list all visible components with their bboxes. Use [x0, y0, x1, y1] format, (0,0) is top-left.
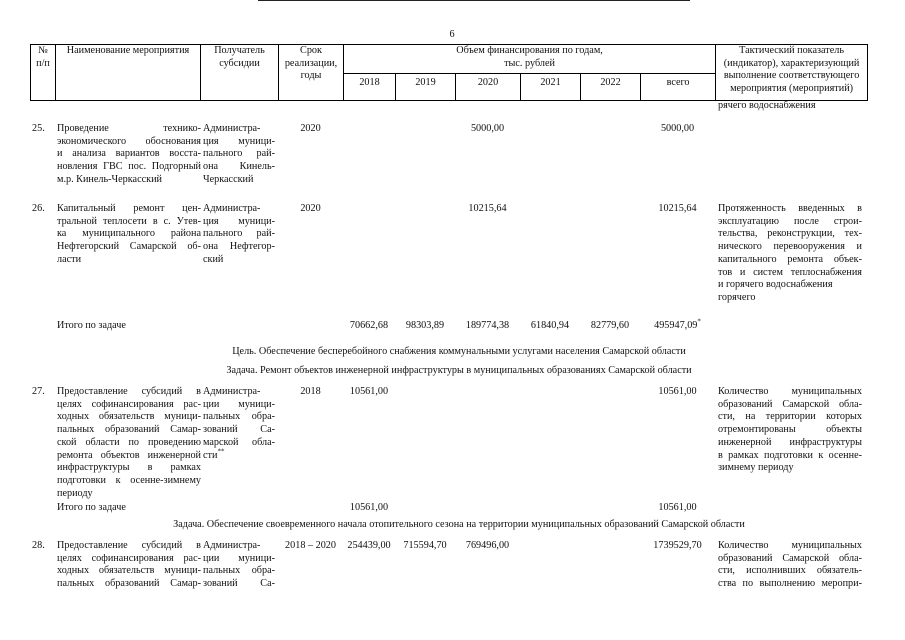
tactical-indicator [718, 386, 862, 475]
funding-2020: 5000,00 [470, 123, 505, 134]
text-line: пальных образований Самар- [57, 424, 201, 436]
text-line: Наименование мероприятия [66, 45, 190, 56]
funding-total: 10561,00 [658, 502, 697, 513]
text-line: отремонтированы объекты [718, 424, 862, 436]
text-line: пального рай- [203, 228, 275, 240]
text-line: Количество муниципальных [718, 386, 862, 397]
text-line: Администра- [203, 203, 261, 214]
text-line: сти, исполнивших обязатель- [718, 565, 862, 577]
text-line: тральной теплосети в с. Утев- [57, 215, 201, 227]
text-line: инженерной инфраструктуры [718, 436, 862, 448]
implementation-term: 2020 [300, 203, 321, 214]
top-rule [258, 0, 690, 1]
measure-name [57, 123, 201, 187]
funding-total: 1739529,70 [653, 540, 702, 551]
header-term [279, 45, 344, 101]
row-number: 27. [32, 386, 45, 397]
text-line: она Нефтегор- [203, 241, 275, 253]
text-line: м.р. Кинель-Черкасский [57, 173, 162, 185]
measure-name [57, 386, 201, 500]
text-line: образований Самарской обла- [718, 398, 862, 410]
text-line: нического перевооружения и [718, 241, 862, 253]
text-line: она Кинель- [203, 161, 275, 173]
row-number: 28. [32, 540, 45, 551]
text-line: Администра- [203, 123, 261, 134]
funding-2018: 10561,00 [349, 386, 389, 397]
text-line: ция муници- [203, 215, 275, 227]
text-line: ходных обязательств муници- [57, 565, 201, 577]
header-measure-name [56, 45, 201, 101]
text-line: субсидии [219, 57, 260, 69]
text-line: ка муниципального района [57, 228, 201, 240]
text-line: Предоставление субсидий в [57, 540, 201, 551]
text-line: мероприятия (мероприятий) [730, 83, 854, 95]
page-number: 6 [449, 29, 455, 40]
text-line: ской области по проведению [57, 436, 201, 448]
text-line: эксплуатацию после строи- [718, 215, 862, 227]
text-line: ласти [57, 253, 82, 265]
funding-2020: 769496,00 [465, 540, 510, 551]
text-line: экономического обоснования [57, 135, 201, 147]
subtotal-label: Итого по задаче [57, 320, 126, 331]
text-line: инфраструктуры в рамках [57, 462, 201, 474]
text-line: Протяженность введенных в [718, 203, 862, 214]
text-line: ции муници- [203, 398, 275, 410]
text-line: тельства, реконструкции, тех- [718, 228, 862, 240]
text-line: Получатель [214, 45, 265, 56]
footnote-mark: * [697, 317, 701, 326]
text-line: ходных обязательств муници- [57, 411, 201, 423]
text-line: Администра- [203, 386, 261, 397]
header-recipient [201, 45, 279, 101]
subsidy-recipient [203, 123, 275, 187]
header-funding [344, 45, 716, 74]
text-line: периоду [57, 487, 93, 499]
implementation-term: 2020 [300, 123, 321, 134]
measure-name [57, 540, 201, 591]
task-heading: Задача. Ремонт объектов инженерной инфраструктуры в муниципальных образованиях Самарской области [226, 365, 692, 376]
text-line: в рамках подготовки к осенне- [718, 449, 862, 461]
text-line: тыс. рублей [504, 57, 555, 69]
text-line: пальных образований Самар- [57, 578, 201, 590]
funding-2020: 10215,64 [468, 203, 507, 214]
header-total: всего [641, 74, 716, 101]
subsidy-recipient [203, 540, 275, 591]
funding-total: 10561,00 [658, 386, 697, 397]
text-line: марской обла- [203, 436, 275, 448]
funding-2018: 254439,00 [347, 540, 391, 551]
text-line: Проведение технико- [57, 123, 201, 134]
text-line: капитального ремонта объек- [718, 253, 862, 265]
text-line: новления ГВС пос. Подгорный [57, 161, 201, 173]
text-line: Капитальный ремонт цен- [57, 203, 201, 214]
header-year-2021: 2021 [521, 74, 581, 101]
text-line: зимнему периоду [718, 462, 794, 474]
funding-2018: 10561,00 [349, 502, 389, 513]
funding-2020: 189774,38 [465, 320, 510, 331]
text-line: целях софинансирования рас- [57, 552, 201, 564]
table-header [30, 44, 868, 101]
text-line: пальных обра- [203, 411, 275, 423]
text-line: образований Самарской обла- [718, 552, 862, 564]
tactical-indicator [718, 203, 862, 305]
text-line: целях софинансирования рас- [57, 398, 201, 410]
implementation-term: 2018 [300, 386, 321, 397]
text-line: Срок [300, 45, 322, 56]
funding-2019: 715594,70 [403, 540, 447, 551]
funding-total: 5000,00 [660, 123, 695, 134]
footnote-mark: ** [217, 447, 225, 456]
text-line: Объем финансирования по годам, [456, 45, 603, 56]
tactical-indicator [718, 540, 862, 591]
text-line: Предоставление субсидий в [57, 386, 201, 397]
text-line: ский [203, 253, 224, 265]
text-line: ции муници- [203, 552, 275, 564]
subsidy-recipient [203, 386, 275, 462]
text-line: тов и систем теплоснабжения [718, 266, 862, 278]
funding-2022: 82779,60 [590, 320, 630, 331]
funding-2019: 98303,89 [405, 320, 445, 331]
text-line: пального рай- [203, 148, 275, 160]
subtotal-label: Итого по задаче [57, 502, 126, 513]
text-line: № [38, 45, 48, 56]
row-number: 26. [32, 203, 45, 214]
header-year-2020: 2020 [456, 74, 521, 101]
text-line: ремонта объектов инженерной [57, 449, 201, 461]
text-line: пальных обра- [203, 565, 275, 577]
text-line: (индикатор), характеризующий [723, 57, 860, 69]
goal-heading: Цель. Обеспечение бесперебойного снабжения коммунальными услугами населения Самарской области [232, 346, 686, 357]
text-line: реализации, [284, 57, 338, 69]
text-line: сти** [203, 447, 225, 461]
subsidy-recipient [203, 203, 275, 267]
text-line: Тактический показатель [739, 45, 844, 56]
text-line: Администра- [203, 540, 261, 551]
text-line: Количество муниципальных [718, 540, 862, 551]
text-line: ства по выполнению меропри- [718, 578, 862, 590]
text-line: Нефтегорский Самарской об- [57, 241, 201, 253]
text-line: зований Са- [203, 578, 275, 590]
header-number [31, 45, 56, 101]
funding-2018: 70662,68 [349, 320, 389, 331]
measure-name [57, 203, 201, 267]
text-line: зований Са- [203, 424, 275, 436]
indicator-continuation: рячего водоснабжения [718, 100, 816, 111]
funding-total [640, 317, 715, 333]
text-line: и анализа вариантов восста- [57, 148, 201, 160]
text-line: подготовки к осенне-зимнему [57, 474, 201, 486]
header-year-2022: 2022 [581, 74, 641, 101]
text-line: годы [300, 70, 322, 82]
text-line: горячего [718, 291, 756, 303]
task-heading: Задача. Обеспечение своевременного начала отопительного сезона на территории муниципальных образований Самарской области [173, 519, 745, 530]
header-year-2019: 2019 [396, 74, 456, 101]
text-line: и горячего водоснабжения [718, 279, 833, 291]
row-number: 25. [32, 123, 45, 134]
text-line: сти, на территории которых [718, 411, 862, 423]
total-value: 495947,09 [654, 320, 698, 331]
header-indicator [716, 45, 868, 101]
implementation-term: 2018 – 2020 [285, 540, 336, 551]
text-line: п/п [36, 57, 50, 69]
text-line: Черкасский [203, 173, 254, 185]
text-line: ция муници- [203, 135, 275, 147]
funding-2021: 61840,94 [530, 320, 570, 331]
header-year-2018: 2018 [344, 74, 396, 101]
text-line: выполнение соответствующего [723, 70, 860, 82]
funding-total: 10215,64 [658, 203, 697, 214]
